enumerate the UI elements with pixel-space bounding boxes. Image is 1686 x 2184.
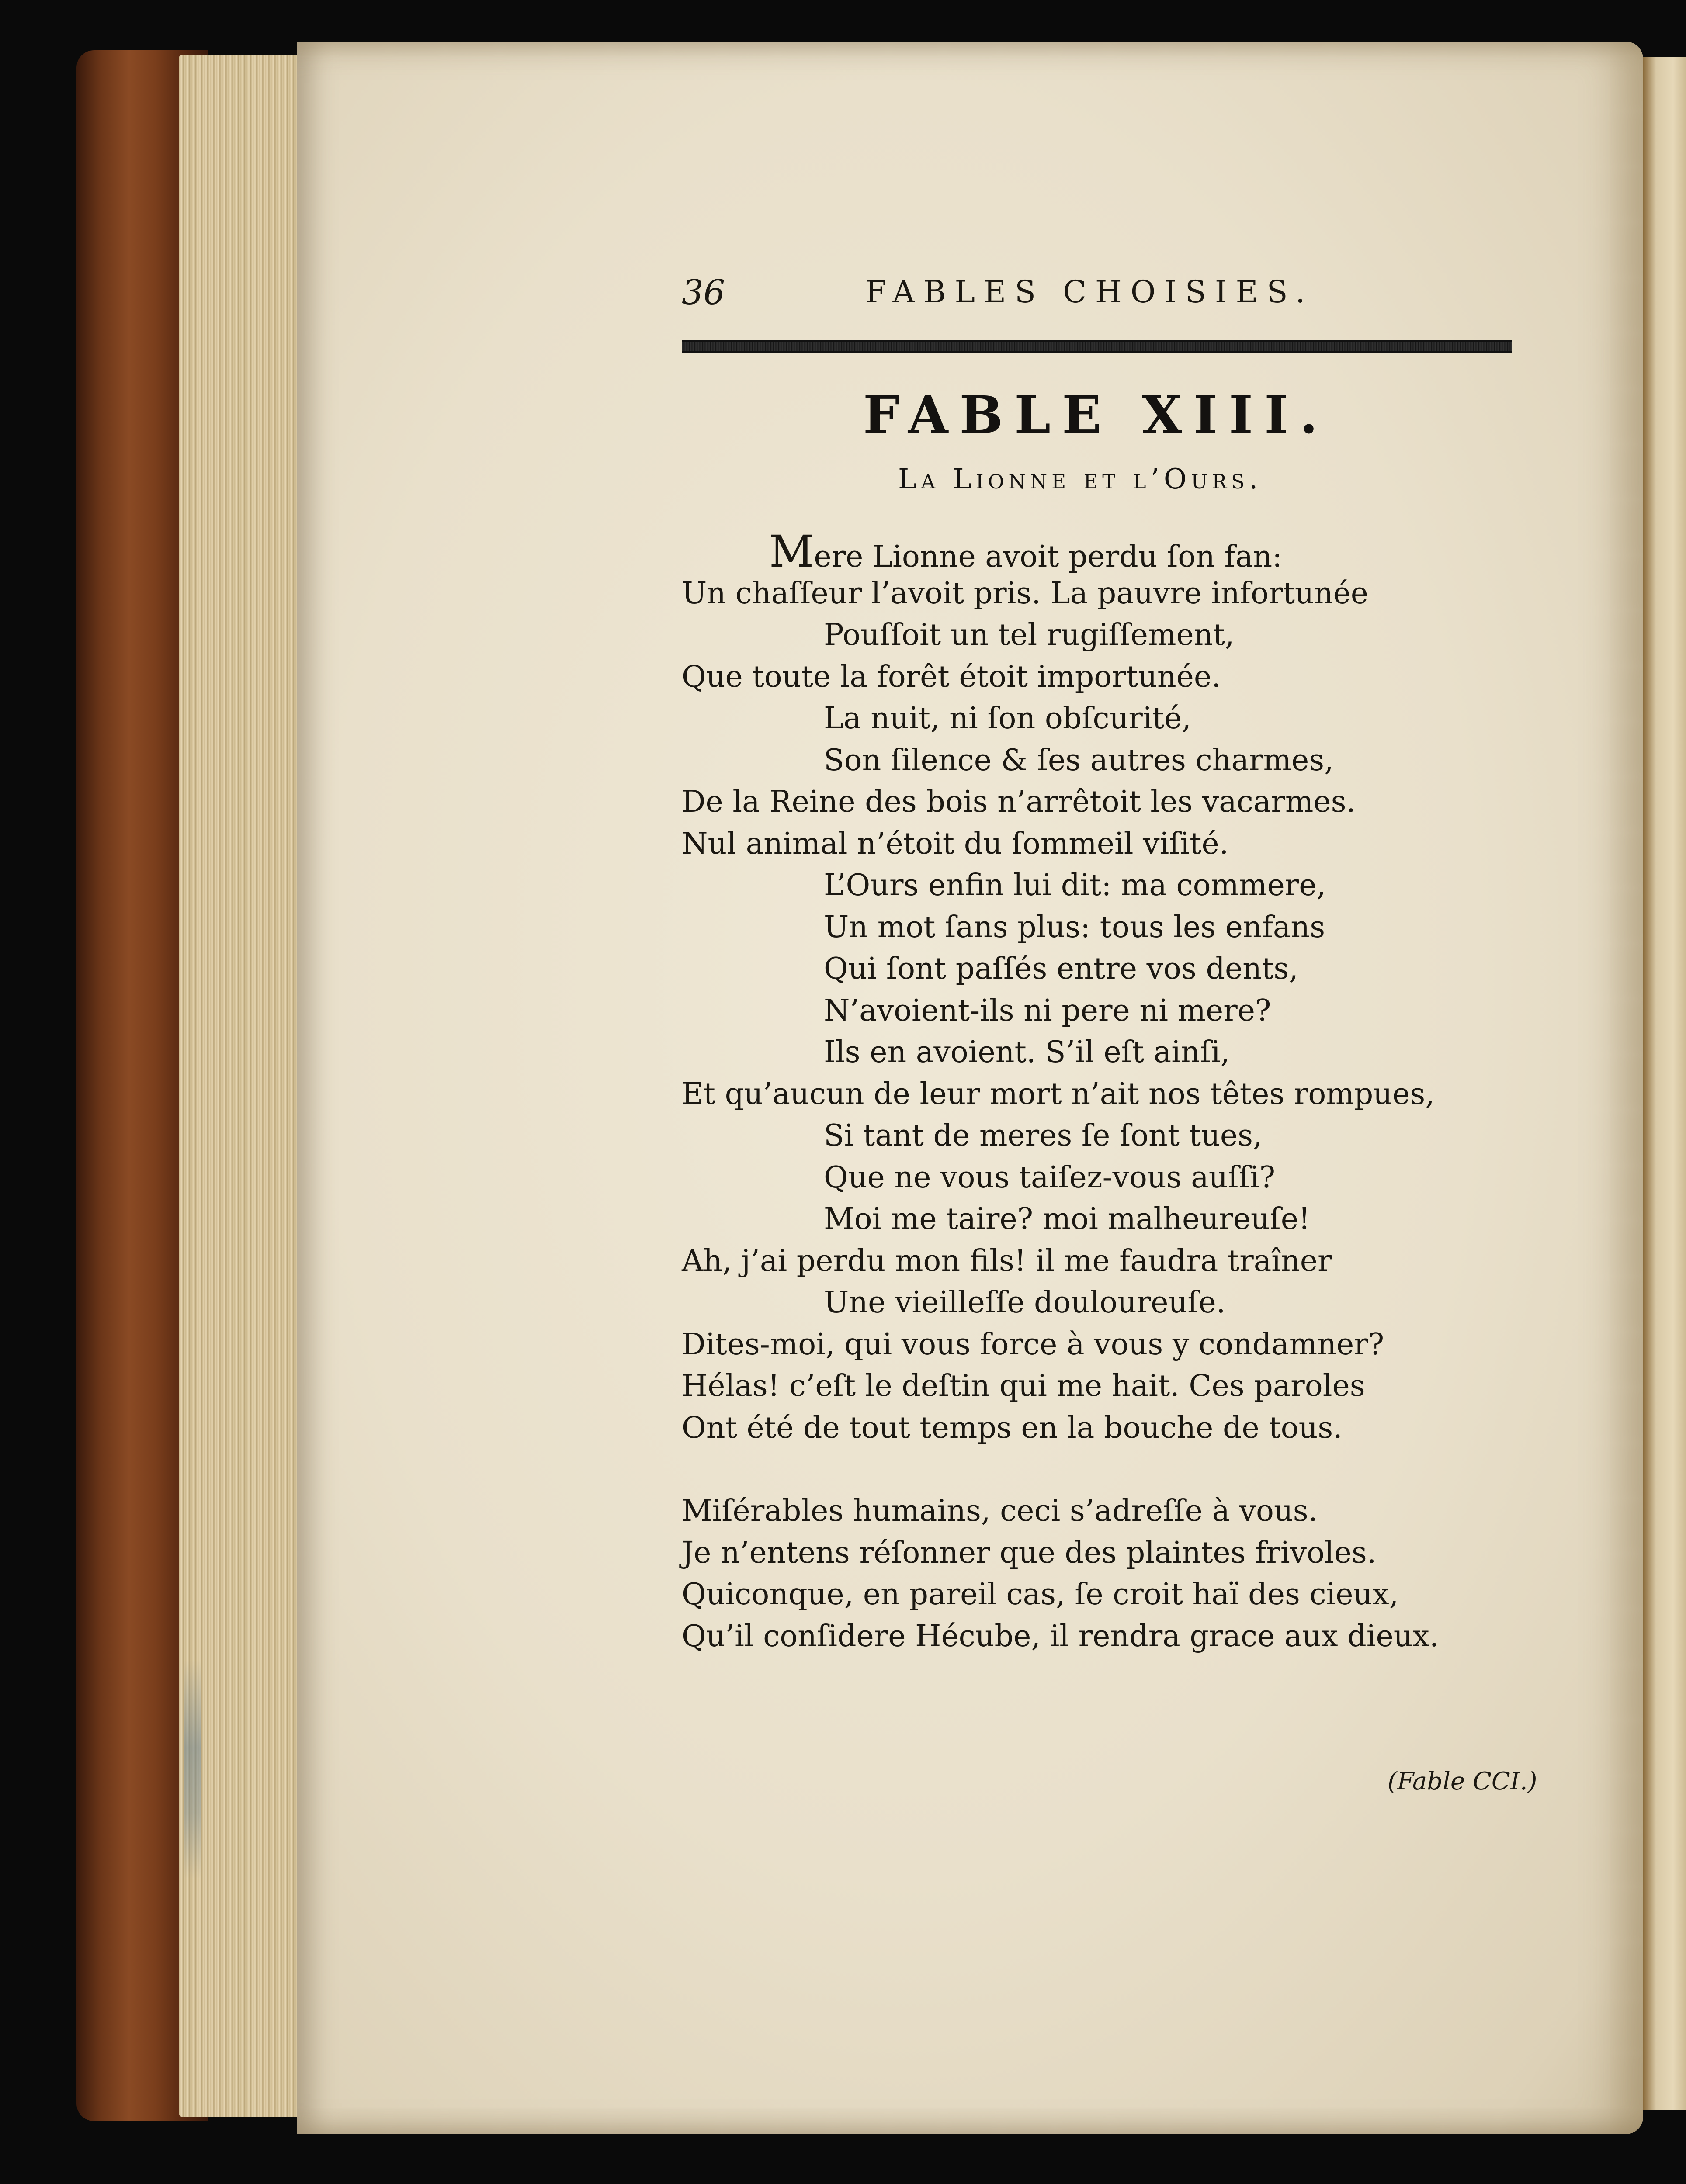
facing-page-edge bbox=[1643, 57, 1686, 2110]
poem-line: Ah, j’ai perdu mon fils! il me faudra traîner bbox=[682, 1243, 1332, 1278]
moral-line: Je n’entens réſonner que des plaintes frivoles. bbox=[682, 1535, 1377, 1570]
moral-line: Quiconque, en pareil cas, ſe croit haï des cieux, bbox=[682, 1577, 1399, 1612]
poem-line: Que ne vous taiſez-vous auſſi? bbox=[824, 1160, 1276, 1195]
poem-line: Un mot ſans plus: tous les enfans bbox=[824, 910, 1325, 945]
header-rule bbox=[682, 340, 1512, 353]
poem-line: Ils en avoient. S’il eſt ainſi, bbox=[824, 1035, 1230, 1070]
poem-line: Qui ſont paſſés entre vos dents, bbox=[824, 952, 1298, 986]
poem-line: Mere Lionne avoit perdu ſon fan: bbox=[769, 526, 1283, 577]
poem-line: Dites-moi, qui vous force à vous y condamner? bbox=[682, 1327, 1384, 1362]
poem-line: La nuit, ni ſon obſcurité, bbox=[824, 701, 1191, 736]
poem-line: Nul animal n’étoit du ſommeil viſité. bbox=[682, 826, 1229, 861]
moral-line: Miſérables humains, ceci s’adreſſe à vous. bbox=[682, 1494, 1318, 1528]
stanza-gap bbox=[682, 1449, 1538, 1490]
poem-line: Pouſſoit un tel rugiſſement, bbox=[824, 618, 1235, 652]
poem-line: Son ſilence & ſes autres charmes, bbox=[824, 743, 1334, 778]
poem-line: Que toute la forêt étoit importunée. bbox=[682, 659, 1221, 694]
poem-line: Si tant de meres ſe ſont tues, bbox=[824, 1118, 1263, 1153]
poem bbox=[682, 526, 1538, 1657]
poem-line: Et qu’aucun de leur mort n’ait nos têtes rompues, bbox=[682, 1076, 1435, 1111]
poem-line: Moi me taire? moi malheureuſe! bbox=[824, 1202, 1311, 1236]
moral-line: Qu’il conſidere Hécube, il rendra grace aux dieux. bbox=[682, 1619, 1439, 1654]
poem-line: L’Ours enfin lui dit: ma commere, bbox=[824, 868, 1326, 903]
page-edge-stain bbox=[184, 1660, 201, 1879]
fable-subtitle: La Lionne et l’Ours. bbox=[898, 463, 1263, 495]
poem-line: Hélas! c’eſt le deſtin qui me hait. Ces paroles bbox=[682, 1369, 1365, 1403]
running-head bbox=[682, 273, 1337, 321]
poem-line: Un chaſſeur l’avoit pris. La pauvre infortunée bbox=[682, 576, 1369, 611]
poem-line: Une vieilleſſe douloureuſe. bbox=[824, 1285, 1226, 1320]
source-note: (Fable CCI.) bbox=[1388, 1767, 1537, 1796]
poem-line: N’avoient-ils ni pere ni mere? bbox=[824, 993, 1271, 1028]
running-title: FABLES CHOISIES. bbox=[865, 274, 1314, 310]
poem-line: Ont été de tout temps en la bouche de tous. bbox=[682, 1410, 1343, 1445]
page-number: 36 bbox=[682, 273, 725, 312]
poem-line: De la Reine des bois n’arrêtoit les vacarmes. bbox=[682, 785, 1356, 819]
fable-title: FABLE XIII. bbox=[863, 384, 1329, 445]
